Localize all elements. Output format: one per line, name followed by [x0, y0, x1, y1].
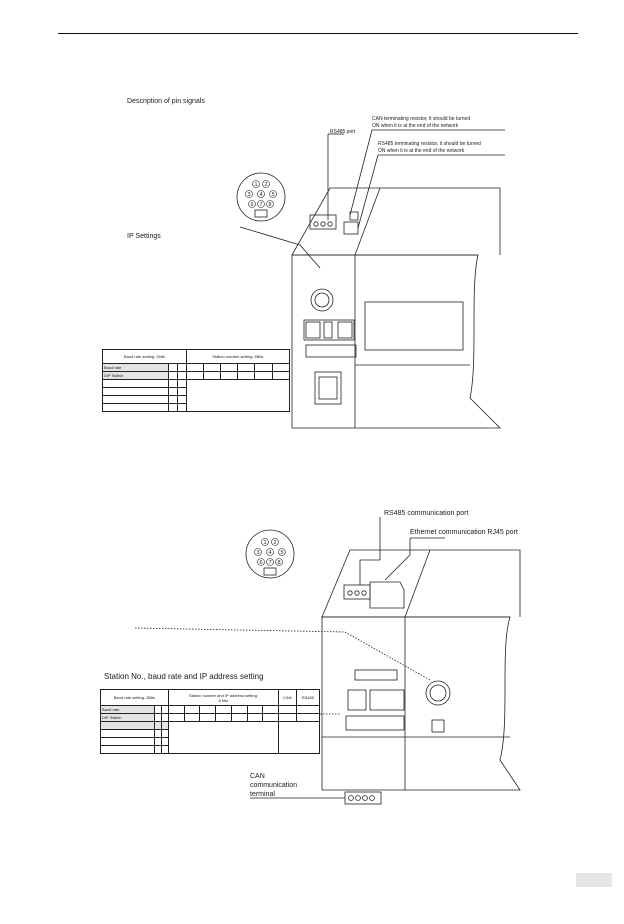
ethernet-port-label: Ethernet communication RJ45 port — [410, 529, 518, 536]
station-header-2-line1: Station number and IP address setting: — [188, 692, 258, 698]
row-baud-1: Baud rate — [103, 364, 169, 372]
device2-outline — [322, 617, 520, 790]
station-baud-ip-label: Station No., baud rate and IP address setting — [104, 672, 264, 681]
can-terminal-line3: terminal — [250, 791, 275, 798]
pin2-4: 4 — [268, 550, 272, 556]
station-header-2 — [168, 690, 278, 706]
pin1-2: 2 — [264, 182, 268, 188]
baud-header-2: Baud rate setting: 2Bits — [101, 690, 169, 706]
row-dip-2: DIP Switch — [101, 714, 155, 722]
pin1-5: 5 — [271, 192, 275, 198]
pin2-2: 2 — [273, 540, 277, 546]
can-terminal-line2: communication — [250, 782, 298, 789]
pin1-4: 4 — [259, 192, 263, 198]
rs485-port-label: RS485 port — [330, 129, 356, 135]
pin2-7: 7 — [268, 560, 272, 566]
rs485-comm-port-label: RS485 communication port — [384, 510, 469, 517]
pin1-6: 6 — [250, 202, 254, 208]
pin1-7: 7 — [259, 202, 263, 208]
can-terminal-block — [345, 792, 381, 804]
pin2-6: 6 — [259, 560, 263, 566]
baud-header-1: Baud rate setting: 2bits — [103, 350, 187, 364]
can-resistor-line1: CAN terminating resistor, it should be turned — [372, 116, 471, 122]
pin1-3: 3 — [247, 192, 251, 198]
pin2-5: 5 — [280, 550, 284, 556]
pin-signals-label: Description of pin signals — [127, 98, 205, 105]
rj45-port-2 — [370, 582, 404, 608]
can-header-2: CAN — [279, 690, 297, 706]
station-header-1: Station number setting: 6Bits — [186, 350, 289, 364]
rs485-header-2: RS485 — [296, 690, 319, 706]
settings-table-2 — [100, 689, 320, 754]
device1-connector — [311, 289, 333, 311]
row-dip-1: DIP Switch — [103, 372, 169, 380]
rs485-resistor-line2: ON when it is at the end of the network — [378, 148, 465, 154]
row-baud-2: Baud rate — [101, 706, 155, 714]
ip-settings-label: IP Settings — [127, 233, 161, 240]
settings-table-1 — [102, 349, 290, 412]
pin1-8: 8 — [268, 202, 272, 208]
pin2-8: 8 — [277, 560, 281, 566]
station-header-2-line2: 6 bits — [218, 697, 229, 703]
pin2-1: 1 — [263, 540, 267, 546]
pin2-3: 3 — [256, 550, 260, 556]
pin1-1: 1 — [254, 182, 258, 188]
can-terminal-line1: CAN — [250, 773, 265, 780]
device1-outline — [292, 255, 500, 428]
rs485-resistor-line1: RS485 terminating resistor, it should be turned — [378, 141, 481, 147]
page-number-box — [576, 873, 612, 887]
can-resistor-line2: ON when it is at the end of the network — [372, 123, 459, 129]
